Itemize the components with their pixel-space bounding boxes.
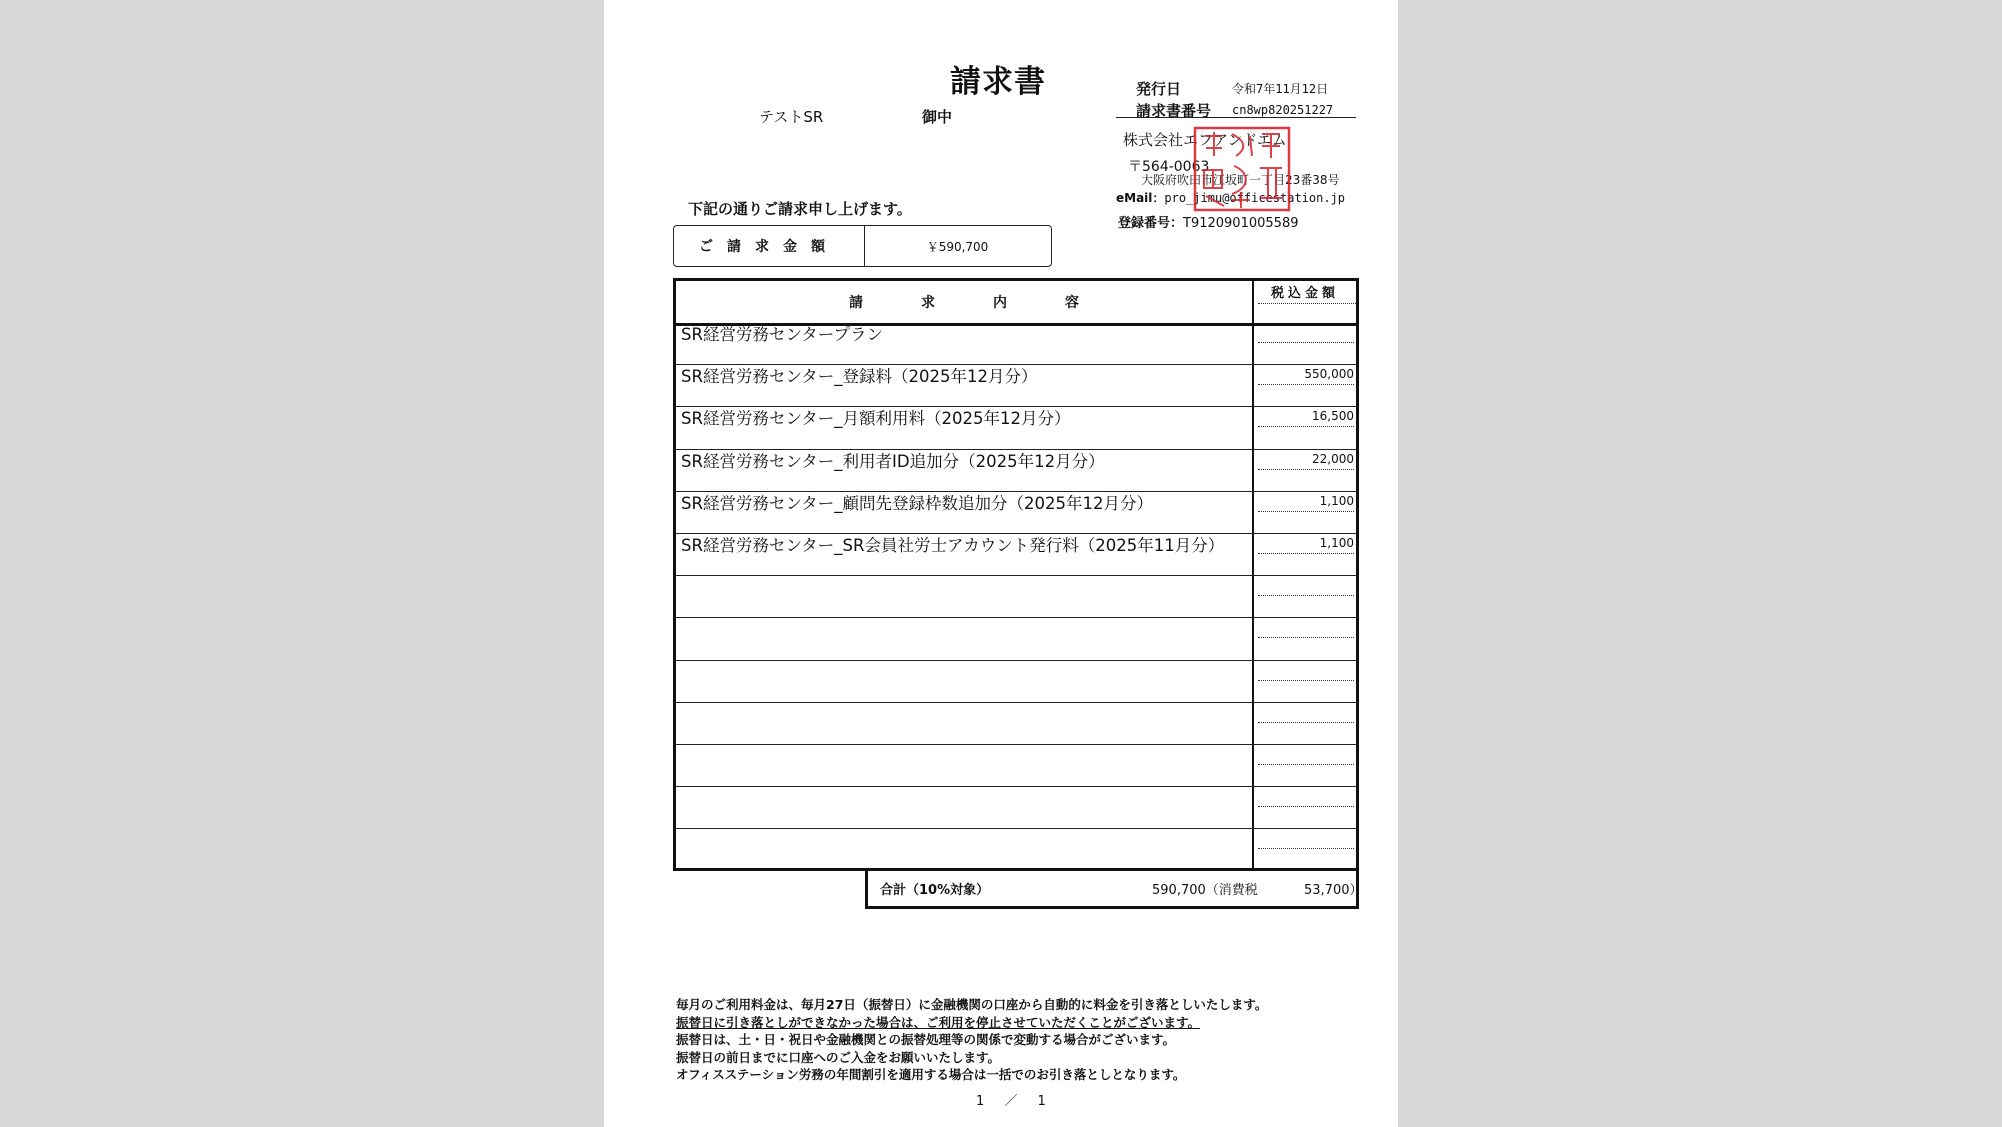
invoice-number-label: 請求書番号 bbox=[1136, 102, 1212, 120]
row-amount-dashline bbox=[1258, 722, 1354, 723]
note-line: 毎月のご利用料金は、毎月27日（振替日）に金融機関の口座から自動的に料金を引き落としいたします。 bbox=[676, 997, 1268, 1012]
invoice-page bbox=[604, 0, 1398, 1127]
row-amount-dashline bbox=[1258, 342, 1354, 343]
note-line: 振替日に引き落としができなかった場合は、ご利用を停止させていただくことがございます。 bbox=[676, 1014, 1201, 1030]
row-amount: 16,500 bbox=[1312, 409, 1354, 424]
issue-date-label: 発行日 bbox=[1136, 80, 1182, 98]
row-description: SR経営労務センター_SR会員社労士アカウント発行料（2025年11月分） bbox=[681, 536, 1225, 555]
table-row bbox=[676, 450, 1356, 492]
row-description: SR経営労務センター_登録料（2025年12月分） bbox=[681, 367, 1038, 387]
row-amount-dashline bbox=[1258, 764, 1354, 765]
row-amount: 1,100 bbox=[1319, 493, 1354, 508]
row-amount-dashline bbox=[1258, 511, 1354, 512]
registration-number: T9120901005589 bbox=[1183, 216, 1299, 231]
table-row bbox=[676, 534, 1356, 576]
header-amount: 税込金額 bbox=[1270, 285, 1339, 301]
lead-text: 下記の通りご請求申し上げます。 bbox=[688, 200, 912, 218]
document-title: 請求書 bbox=[950, 64, 1046, 100]
recipient-honorific: 御中 bbox=[922, 108, 953, 126]
total-tax: 53,700） bbox=[1304, 883, 1363, 898]
row-amount: 550,000 bbox=[1304, 367, 1354, 382]
table-row bbox=[676, 365, 1356, 407]
table-row bbox=[676, 787, 1356, 829]
issuer-address: 大阪府吹田市江坂町一丁目23番38号 bbox=[1141, 173, 1340, 187]
row-description: SR経営労務センター_顧問先登録枠数追加分（2025年12月分） bbox=[681, 493, 1154, 513]
row-amount-dashline bbox=[1258, 806, 1354, 807]
row-amount-dashline bbox=[1258, 553, 1354, 554]
header-description: 請求内容 bbox=[849, 295, 1137, 311]
billing-amount-label: ご請求金額 bbox=[674, 226, 865, 266]
issuer-postal: 〒564-0063 bbox=[1128, 159, 1210, 175]
total-label: 合計（10%対象） bbox=[880, 883, 990, 898]
company-seal-stamp bbox=[1192, 126, 1292, 212]
total-box bbox=[865, 869, 1363, 909]
issuer-registration bbox=[1118, 212, 1298, 231]
row-amount-dashline bbox=[1258, 426, 1354, 427]
row-description: SR経営労務センタープラン bbox=[681, 325, 883, 344]
issue-date: 令和7年11月12日 bbox=[1232, 82, 1329, 96]
header-amount-dashline bbox=[1258, 303, 1356, 304]
billing-amount-box bbox=[673, 225, 1052, 267]
invoice-number: cn8wp820251227 bbox=[1232, 103, 1334, 117]
table-row bbox=[676, 407, 1356, 449]
payment-notes bbox=[676, 996, 1267, 1084]
row-amount-dashline bbox=[1258, 848, 1354, 849]
row-description: SR経営労務センター_月額利用料（2025年12月分） bbox=[681, 409, 1071, 429]
table-row bbox=[676, 829, 1356, 871]
recipient-name: テストSR bbox=[759, 108, 824, 126]
note-line: オフィスステーション労務の年間割引を適用する場合は一括でのお引き落としとなります。 bbox=[676, 1067, 1186, 1082]
email-value: pro_jimu@officestation.jp bbox=[1164, 191, 1346, 205]
table-row bbox=[676, 703, 1356, 745]
email-label: eMail： bbox=[1116, 191, 1165, 205]
note-line: 振替日は、土・日・祝日や金融機関との振替処理等の関係で変動する場合がございます。 bbox=[676, 1032, 1176, 1047]
row-amount: 22,000 bbox=[1312, 451, 1354, 466]
row-amount-dashline bbox=[1258, 384, 1354, 385]
row-amount-dashline bbox=[1258, 680, 1354, 681]
page-indicator: 1 ／ 1 bbox=[976, 1094, 1054, 1109]
issuer-company: 株式会社エフアンドエム bbox=[1123, 131, 1287, 149]
row-amount-dashline bbox=[1258, 595, 1354, 596]
row-amount-dashline bbox=[1258, 637, 1354, 638]
table-row bbox=[676, 661, 1356, 703]
table-row bbox=[676, 492, 1356, 534]
billing-amount-value: ￥590,700 bbox=[926, 239, 989, 254]
row-description: SR経営労務センター_利用者ID追加分（2025年12月分） bbox=[681, 451, 1105, 471]
table-row bbox=[676, 576, 1356, 618]
invoice-items-table bbox=[673, 278, 1359, 871]
registration-label: 登録番号： bbox=[1118, 216, 1184, 231]
invoice-number-underline bbox=[1116, 117, 1356, 118]
row-amount: 1,100 bbox=[1319, 536, 1354, 550]
row-amount-dashline bbox=[1258, 469, 1354, 470]
table-row bbox=[676, 618, 1356, 660]
table-row bbox=[676, 323, 1356, 365]
note-line: 振替日の前日までに口座へのご入金をお願いいたします。 bbox=[676, 1049, 1001, 1065]
table-row bbox=[676, 745, 1356, 787]
total-amount: 590,700（消費税 bbox=[1152, 883, 1258, 898]
